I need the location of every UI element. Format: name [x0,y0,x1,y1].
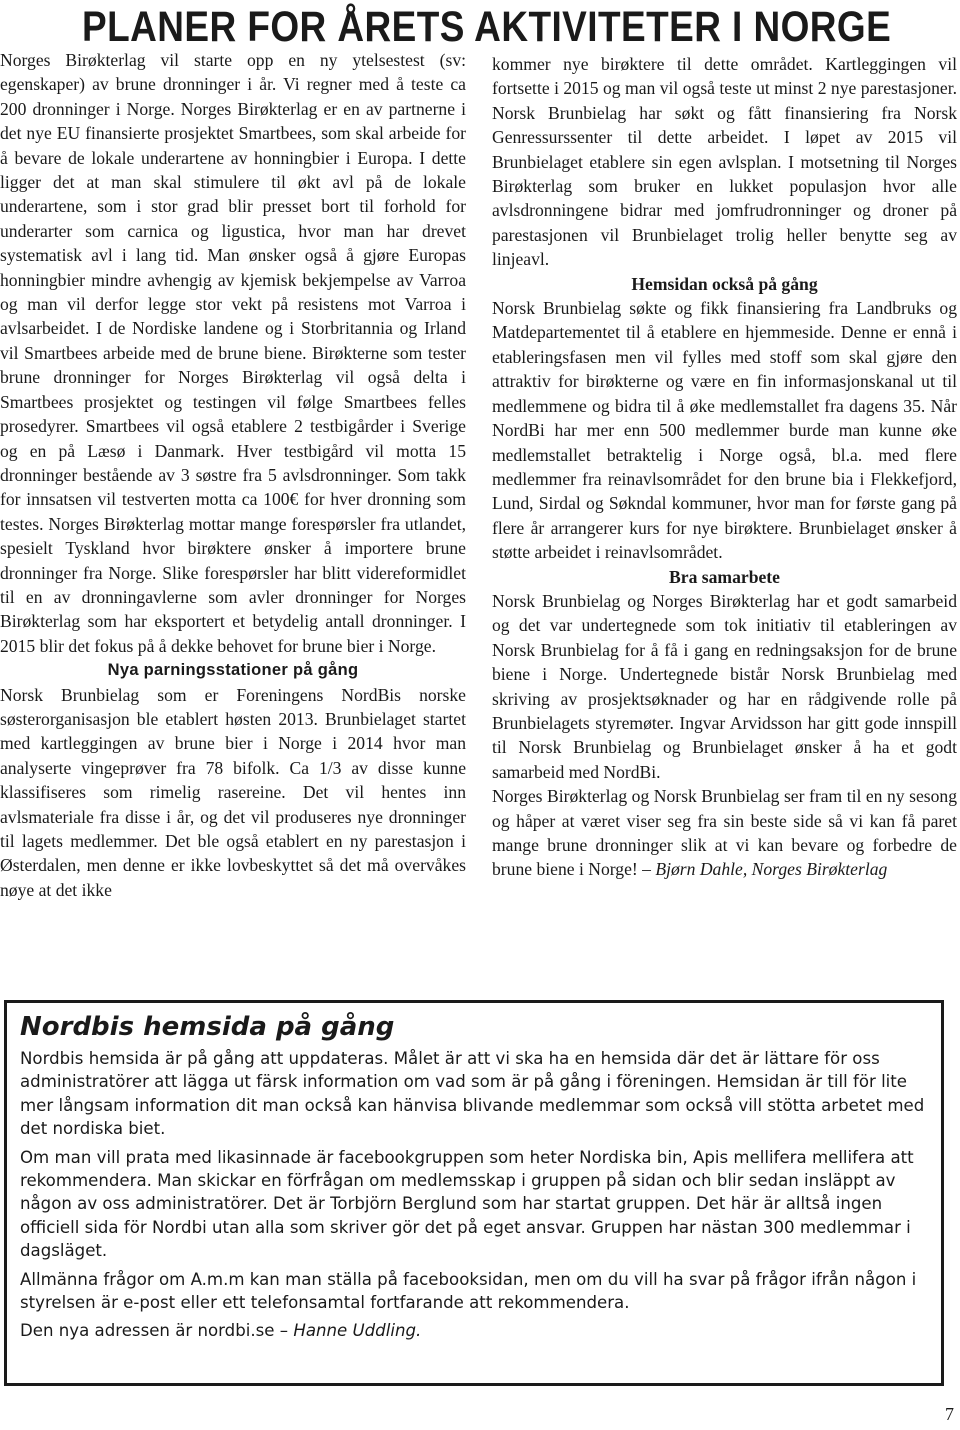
article-column-left [0,48,466,902]
box-paragraph-1: Nordbis hemsida är på gång att uppdateras. Målet är att vi ska ha en hemsida där det är lättare för oss administratörer att lägga ut färsk information om vad som är på gång i föreningen. Hemsidan är till för lite mer långsam information dit man också kan hänvisa blivande medlemmar som också vill stötta arbetet med det nordiska biet. [20,1049,925,1139]
page-number: 7 [945,1404,954,1424]
box-paragraph-2: Om man vill prata med likasinnade är facebookgruppen som heter Nordiska bin, Apis mellifera mellifera att rekommendera. Man skickar en förfrågan om medlemsskap i gruppen på sidan och blir sedan insläppt av någon av oss administratörer. Det är Torbjörn Berglund som har startat gruppen. Det här är alltså ingen officiell sida för Nordbi utan alla som skriver gör det på eget ansvar. Gruppen har nästan 300 medlemmar i dagsläget. [20,1147,914,1261]
article-column-right [492,52,957,882]
page-title: PLANER FOR ÅRETS AKTIVITETER I NORGE [82,3,892,51]
intro-paragraph: Norges Birøkterlag vil starte opp en ny ytelsestest (sv: egenskaper) av brune dronninger i år. Vi regner med å teste ca 200 dronninger i Norge. Norges Birøkterlag er en av partnerne i det nye EU finansierte prosjektet Smartbees, som skal arbeide for å bevare de lokale underartene av honningbier i Europa. I dette ligger det at man skal stimulere til økt avl på de lokale underartene, som i stor grad blir presset bort til forhold for underarter som carnica og ligustica, hvor man har drevet systematisk avl i lang tid. Man ønsker også å gjøre Europas honningbier mindre avhengig av kjemisk bekjempelse av Varroa og man vil derfor legge stor vekt på resistens mot Varroa i avlsarbeidet. I de Nordiske landene og i Storbritannia og Irland vil Smartbees arbeide med de brune biene. Birøkterne som tester brune dronninger for Norges Birøkterlag vil også delta i Smartbees prosjektet og testingen vil følge Smartbees felles prosedyrer. Smartbees vil også etablere 2 testbigårder i Sverige og en på Læsø i Danmark. Hver testbigård vil motta 15 dronninger bestående av 3 søstre fra 5 avlsdronninger. Som takk for innsatsen vil testverten motta ca 100€ for hver dronning som testes. Norges Birøkterlag mottar mange forespørsler fra utlandet, spesielt Tyskland hvor birøktere ønsker å importere brune dronninger fra Norge. Slike forespørsler har blitt videreformidlet til en av dronningavlerne som avler dronninger for Norges Birøkterlag som har eksportert et betydelig antall dronninger. I 2015 blir det fokus på å dekke behovet for brune bier i Norge. [0,50,466,656]
box-paragraph-3: Allmänna frågor om A.m.m kan man ställa på facebooksidan, men om du vill ha svar på frågor ifrån någon i styrelsen är e-post eller ett telefonsamtal fortfarande att rekommendera. [20,1269,917,1313]
section2-paragraph: Norsk Brunbielag søkte og fikk finansiering fra Landbruks og Matdepartementet til å etablere en hjemmeside. Denne er ennå i etableringsfasen men vil fylles med stoff som skal gjøre den attraktiv for birøkterne og være en fin informasjonskanal ut til medlemmene og bidra til å øke medlemstallet fra dagens 35. Når NordBi har mer enn 500 medlemmer burde man kunne øke medlemstallet betraktelig i Norge også, bl.a. med flere medlemmer fra reinavlsområdet for den brune bia i Flekkefjord, Lund, Sirdal og Søkndal kommuner, hvor man for første gang på flere år arrangerer kurs for nye birøktere. Brunbielaget ønsker å støtte arbeidet i reinavlsområdet. [492,298,957,563]
section-heading-samarbete: Bra samarbete [669,566,780,587]
section1-paragraph-right: kommer nye birøktere til dette området. Kartleggingen vil fortsette i 2015 og man vil også teste ut minst 2 nye parestasjoner. Norsk Brunbielag har søkt og fått finansiering fra Norsk Genressurssenter til dette arbeidet. I løpet av 2015 vil Brunbielaget etablere sin egen avlsplan. I motsetning til Norges Birøkterlag som bruker en lukket populasjon hvor alle avlsdronningene bidrar med jomfrudronninger og droner på parestasjonen vil Brunbielaget trolig heller benytte seg av linjeavl. [492,54,957,270]
box-paragraph-4 [20,1319,931,1342]
nordbi-info-box [4,1000,944,1386]
box-heading: Nordbis hemsida på gång [20,1012,395,1042]
section-heading-hemsidan: Hemsidan också på gång [631,273,818,294]
box-signature: Hanne Uddling. [293,1321,422,1341]
section1-paragraph-left: Norsk Brunbielag som er Foreningens NordBis norske søsterorganisasjon ble etablert høsten 2013. Brunbielaget startet med kartleggingen av brune bier i Norge i 2014 hvor man analyserte vingeprøver fra 78 bifolk. Ca 1/3 av disse kunne klassifiseres som rimelig rasereine. Det vil hentes inn avlsmateriale fra disse i år, og det vil produseres nye dronninger til lagets medlemmer. Det ble også etablert en ny parestasjon i Østerdalen, men denne er ikke lovbeskyttet så det må overvåkes nøye at det ikke [0,684,466,900]
author-signature: – Bjørn Dahle, Norges Birøkterlag [642,859,888,880]
box-address-text: Den nya adressen är nordbi.se – [20,1321,294,1341]
section3-paragraph-2 [492,784,957,882]
section3-paragraph-2-text: Norges Birøkterlag og Norsk Brunbielag ser fram til en ny sesong og håper at været viser seg fra sin beste side så vi kan få paret mange brune dronninger slik at vi kan bevare og forbedre de brune biene i Norge! [492,786,957,880]
section3-paragraph-1: Norsk Brunbielag og Norges Birøkterlag har et godt samarbeid og det var undertegnede som tok initiativ til etableringen av Norsk Brunbielag for å få i gang en redningsaksjon for de brune biene i Norge. Undertegnede bistår Norsk Brunbielag med skriving av prosjektsøknader og har en rådgivende rolle på Brunbielagets styremøter. Ingvar Arvidsson har gitt gode innspill til Norsk Brunbielag og Brunbielaget ønsker å ha et godt samarbeid med NordBi. [492,590,957,782]
section-heading-parningsstationer: Nya parningsstationer på gång [107,661,359,680]
